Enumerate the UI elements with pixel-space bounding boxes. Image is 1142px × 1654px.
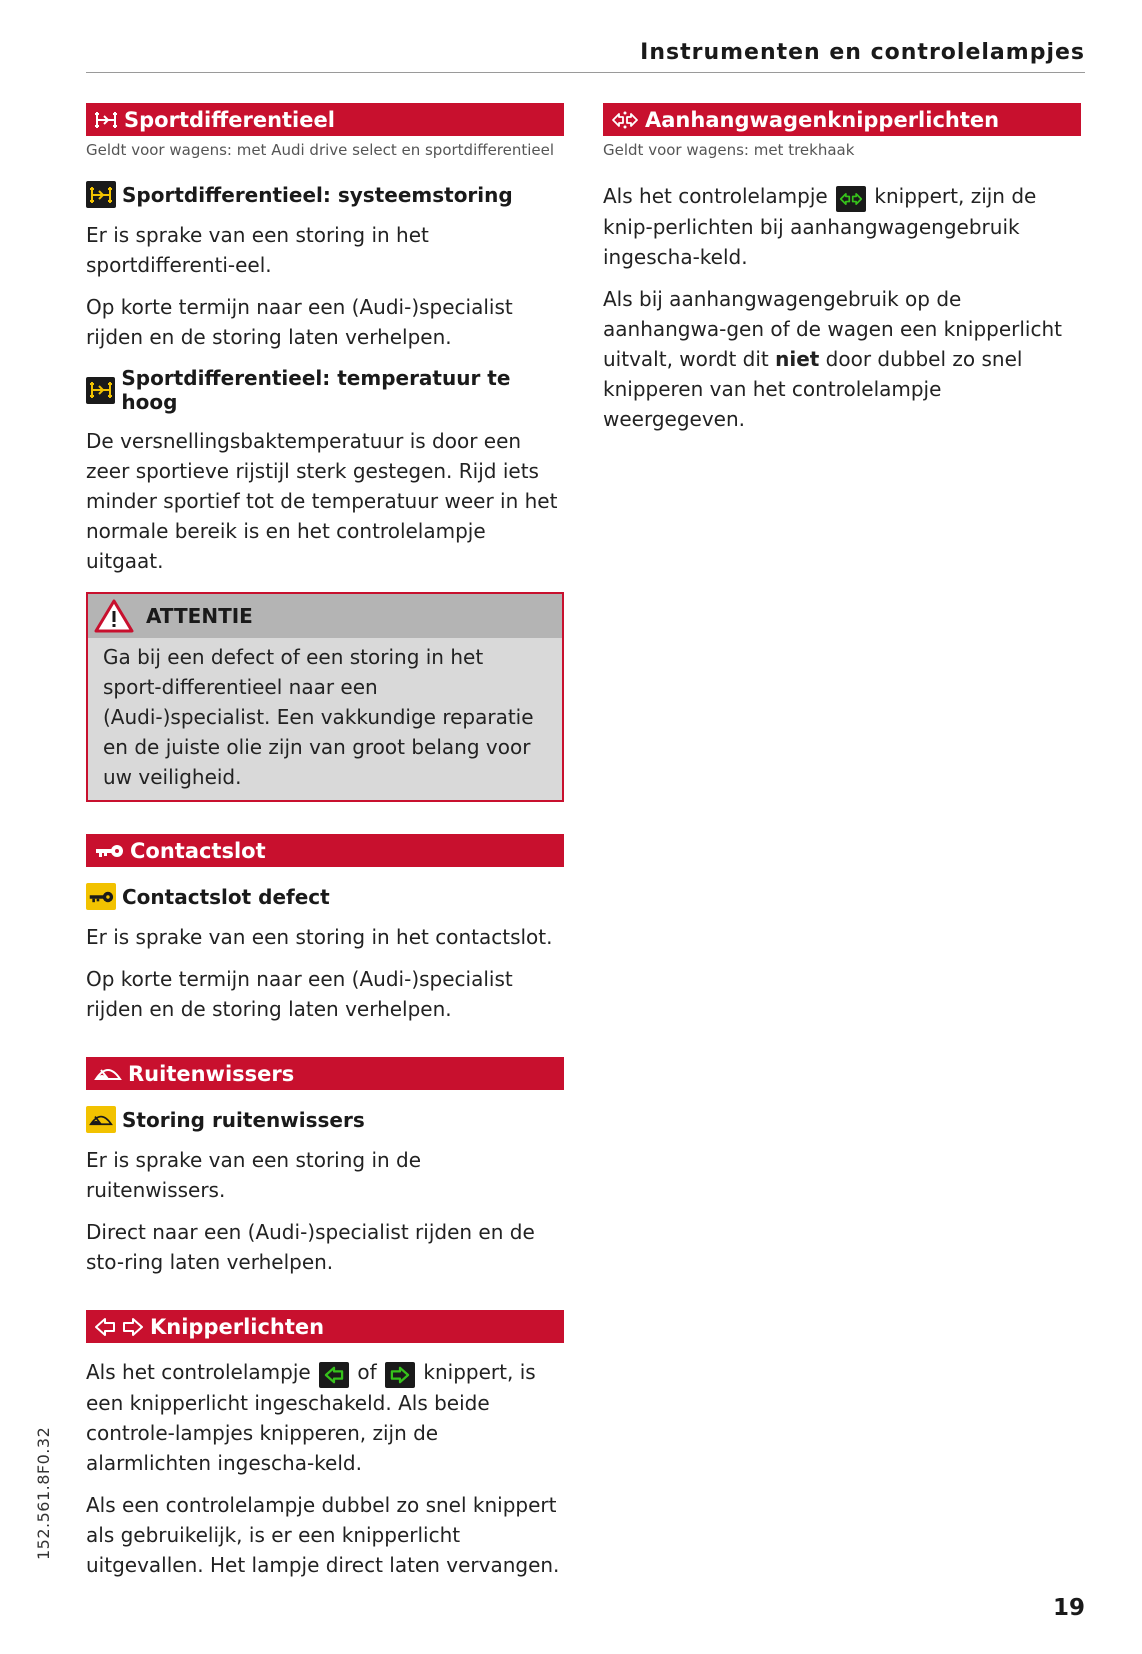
- paragraph: Als een controlelampje dubbel zo snel knippert als gebruikelijk, is er een knipperlicht uitgevallen. Het lampje direct laten vervangen.: [86, 1493, 560, 1577]
- subhead-text: Contactslot defect: [122, 884, 330, 909]
- emphasis: niet: [775, 347, 820, 371]
- section-bar-ruitenwissers: [86, 1057, 564, 1090]
- paragraph: De versnellingsbaktemperatuur is door een zeer sportieve rijstijl sterk gestegen. Rijd iets minder sportief tot de temperatuur weer in het normale bereik is en het controlelampje uitgaat.: [86, 429, 558, 573]
- right-column: [603, 103, 1081, 434]
- section-bar-sportdifferentieel: [86, 103, 564, 136]
- section-title: Sportdifferentieel: [124, 107, 335, 132]
- section-title: Ruitenwissers: [128, 1061, 295, 1086]
- turn-signal-right-green-icon: [385, 1362, 415, 1388]
- turn-signal-left-icon: [94, 1317, 116, 1337]
- paragraph: Er is sprake van een storing in het contactslot.: [86, 925, 553, 949]
- section-bar-aanhangwagenknipperlichten: [603, 103, 1081, 136]
- section-title: Knipperlichten: [150, 1314, 325, 1339]
- running-header: Instrumenten en controlelampjes: [640, 40, 1085, 65]
- sport-differential-yellow-icon: [86, 181, 116, 208]
- section-title: Aanhangwagenknipperlichten: [645, 107, 1000, 132]
- trailer-turn-signal-icon: [611, 110, 639, 130]
- trailer-turn-signal-green-icon: [836, 186, 866, 212]
- subhead-systeemstoring: [86, 181, 564, 208]
- applies-note: Geldt voor wagens: met Audi drive select en sportdifferentieel: [86, 141, 555, 159]
- applies-note: Geldt voor wagens: met trekhaak: [603, 141, 855, 159]
- warning-triangle-icon: [94, 599, 134, 633]
- turn-signal-left-green-icon: [319, 1362, 349, 1388]
- paragraph: Direct naar een (Audi-)specialist rijden en de sto-ring laten verhelpen.: [86, 1220, 535, 1274]
- ignition-key-yellow-icon: [86, 883, 116, 910]
- wiper-yellow-icon: [86, 1106, 116, 1133]
- text-run: Als bij aanhangwagengebruik op de aanhangwa-gen of de wagen een knipperlicht uitvalt, wordt dit: [603, 287, 1062, 371]
- ignition-key-icon: [94, 843, 124, 859]
- warning-header: [88, 594, 562, 638]
- paragraph: [86, 1357, 564, 1478]
- paragraph: Op korte termijn naar een (Audi-)specialist rijden en de storing laten verhelpen.: [86, 967, 513, 1021]
- paragraph: [603, 181, 1081, 272]
- left-column: [86, 103, 564, 1580]
- subhead-text: Sportdifferentieel: temperatuur te hoog: [121, 366, 511, 414]
- text-run: knippert, zijn de knip-perlichten bij aanhangwagengebruik ingescha-keld.: [603, 184, 1037, 269]
- text-run: Als het controlelampje: [86, 1360, 311, 1384]
- section-bar-knipperlichten: [86, 1310, 564, 1343]
- paragraph: [603, 284, 1081, 434]
- warning-title: ATTENTIE: [146, 604, 253, 628]
- section-bar-contactslot: [86, 834, 564, 867]
- header-rule: [86, 72, 1085, 73]
- text-run: door dubbel zo snel knipperen van het controlelampje weergegeven.: [603, 347, 1023, 431]
- warning-text: Ga bij een defect of een storing in het sport-differentieel naar een (Audi-)specialist. Een vakkundige reparatie en de juiste olie zijn van groot belang voor uw veiligheid.: [103, 645, 534, 789]
- warning-box: [86, 592, 564, 802]
- wiper-icon: [94, 1065, 122, 1083]
- page-number: 19: [1052, 1595, 1085, 1621]
- section-title: Contactslot: [130, 838, 266, 863]
- paragraph: Er is sprake van een storing in de ruitenwissers.: [86, 1148, 422, 1202]
- document-code: 152.561.8F0.32: [34, 1426, 53, 1560]
- text-run: of: [357, 1360, 377, 1384]
- sport-differential-yellow-icon: [86, 377, 115, 404]
- text-run: knippert, is een knipperlicht ingeschakeld. Als beide controle-lampjes knipperen, zijn de alarmlichten ingescha-keld.: [86, 1360, 536, 1475]
- subhead-storing-ruitenwissers: [86, 1106, 564, 1133]
- paragraph: Op korte termijn naar een (Audi-)specialist rijden en de storing laten verhelpen.: [86, 295, 513, 349]
- paragraph: Er is sprake van een storing in het sportdifferenti-eel.: [86, 223, 429, 277]
- subhead-contactslot-defect: [86, 883, 564, 910]
- subhead-temperatuur: [86, 366, 564, 414]
- sport-differential-icon: [94, 110, 118, 130]
- subhead-text: Sportdifferentieel: systeemstoring: [122, 182, 513, 207]
- text-run: Als het controlelampje: [603, 184, 828, 208]
- subhead-text: Storing ruitenwissers: [122, 1107, 365, 1132]
- turn-signal-right-icon: [122, 1317, 144, 1337]
